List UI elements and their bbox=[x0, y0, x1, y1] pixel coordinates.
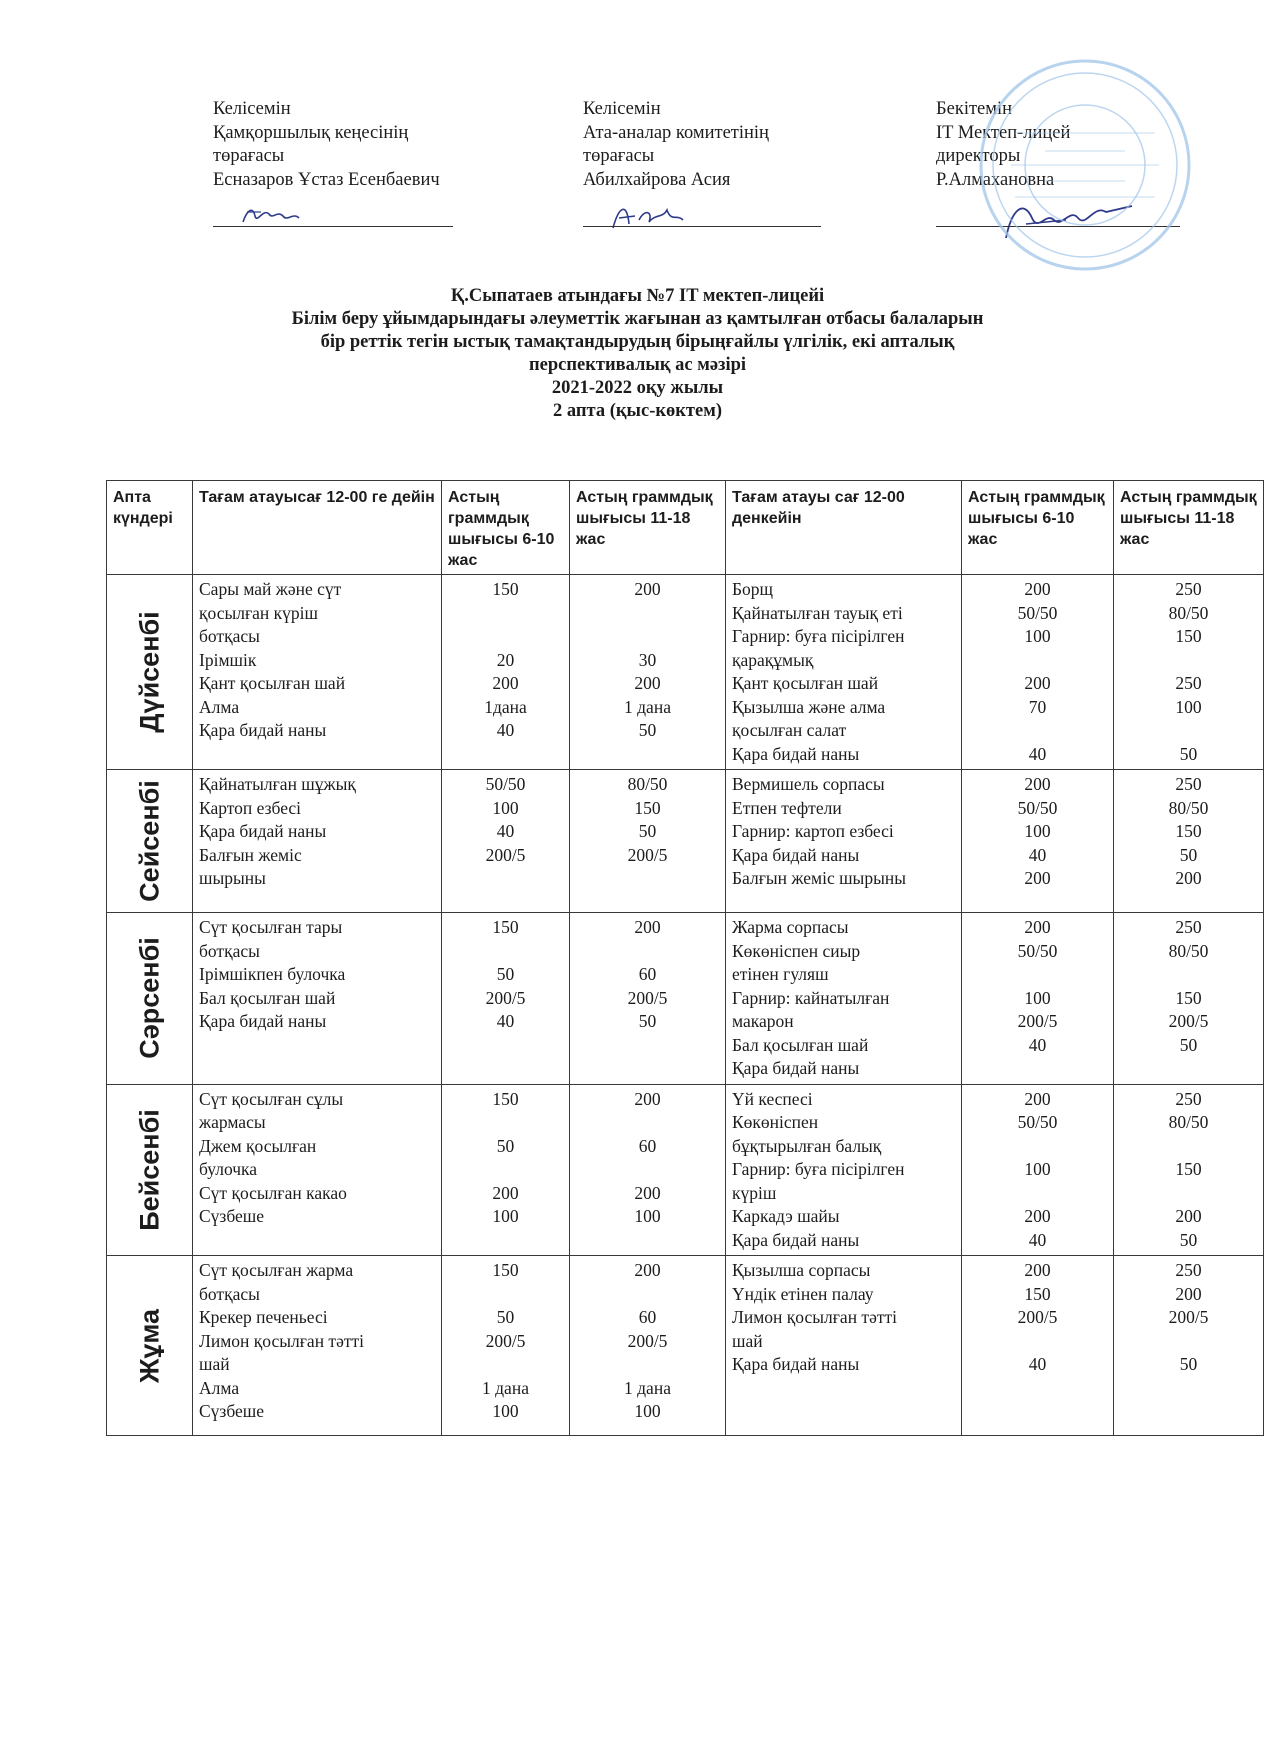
dish-line: Ірімшікпен булочка bbox=[199, 964, 346, 984]
dish-line: Сүзбеше bbox=[199, 1401, 265, 1421]
approval-line: Ата-аналар комитетінің bbox=[583, 122, 769, 143]
dish-line: Қара бидай наны bbox=[199, 1011, 327, 1031]
approval-line: Бекітемін bbox=[936, 99, 1013, 119]
dish-line: жармасы bbox=[199, 1112, 266, 1132]
dish-line: Үй кеспесі bbox=[732, 1088, 813, 1109]
weight-value: 150 bbox=[1175, 1159, 1202, 1179]
weight-value: 150 bbox=[492, 1088, 519, 1109]
weight-value: 200/5 bbox=[627, 987, 668, 1008]
dish-line: Қант қосылған шай bbox=[732, 673, 879, 693]
approval-line: төрағасы bbox=[213, 146, 285, 166]
morning-dish-cell bbox=[193, 575, 442, 770]
weekday-label: Жұма bbox=[133, 1308, 164, 1383]
dish-line: Қара бидай наны bbox=[732, 1229, 860, 1250]
table-row bbox=[107, 1084, 1264, 1256]
dish-line: Қара бидай наны bbox=[199, 821, 327, 841]
dish-line: Картоп езбесі bbox=[199, 797, 302, 818]
lunch-dish-cell bbox=[726, 1256, 962, 1436]
dish-line: қосылған күріш bbox=[199, 602, 318, 623]
dish-line: Балғын жеміс bbox=[199, 844, 302, 865]
title-line: Білім беру ұйымдарындағы әлеуметтік жағынан аз қамтылған отбасы балаларын bbox=[291, 309, 984, 329]
lunch-dish-cell bbox=[726, 770, 962, 913]
weight-value: 100 bbox=[1024, 821, 1051, 841]
weight-value bbox=[448, 625, 563, 649]
weight-value: 200/5 bbox=[1168, 1307, 1209, 1327]
lunch-weight-11-18-cell bbox=[1114, 913, 1264, 1085]
dish-line: Джем қосылған bbox=[199, 1135, 317, 1156]
dish-line: ботқасы bbox=[199, 1283, 260, 1304]
weight-value: 100 bbox=[634, 1401, 661, 1421]
dish-line: Сүт қосылған какао bbox=[199, 1182, 347, 1203]
weight-value: 200/5 bbox=[627, 844, 668, 865]
weight-value: 200 bbox=[634, 917, 661, 937]
dish-line: Лимон қосылған тәтті bbox=[199, 1330, 365, 1351]
header-morning-6-10: Астың граммдық шығысы 6-10 жас bbox=[442, 481, 570, 575]
weight-value: 1дана bbox=[484, 696, 527, 717]
dish-line: Лимон қосылған тәтті bbox=[732, 1307, 898, 1327]
weight-value: 200 bbox=[1024, 579, 1051, 599]
dish-line: шырыны bbox=[199, 868, 266, 888]
weight-value: 200 bbox=[634, 579, 661, 599]
weight-value: 200 bbox=[1175, 868, 1202, 888]
header-morning-11-18: Астың граммдық шығысы 11-18 жас bbox=[570, 481, 726, 575]
dish-line: Сүзбеше bbox=[199, 1206, 265, 1226]
lunch-weight-11-18-cell bbox=[1114, 1256, 1264, 1436]
dish-line: Бал қосылған шай bbox=[199, 987, 336, 1008]
weight-value bbox=[448, 1111, 563, 1135]
weight-value: 100 bbox=[492, 1206, 519, 1226]
dish-line: Қайнатылған тауық еті bbox=[732, 602, 903, 623]
weekday-cell bbox=[107, 770, 193, 913]
weight-value: 60 bbox=[638, 964, 657, 984]
approval-line: Келісемін bbox=[583, 99, 661, 119]
weight-value bbox=[576, 1158, 719, 1182]
weight-value: 150 bbox=[492, 1260, 519, 1280]
weight-value: 40 bbox=[1028, 1034, 1047, 1055]
weight-value bbox=[1120, 649, 1257, 673]
weight-value bbox=[448, 1158, 563, 1182]
weight-value bbox=[968, 719, 1107, 743]
weight-value: 200 bbox=[634, 1182, 661, 1203]
dish-line: күріш bbox=[732, 1182, 777, 1203]
weekday-cell bbox=[107, 1256, 193, 1436]
weight-value: 40 bbox=[496, 821, 515, 841]
dish-line: Ірімшік bbox=[199, 649, 257, 670]
weight-value: 250 bbox=[1175, 917, 1202, 937]
weight-value bbox=[968, 1330, 1107, 1354]
weight-value bbox=[968, 1135, 1107, 1159]
dish-line: Көкөніспен bbox=[732, 1112, 819, 1132]
weekday-label: Сәрсенбі bbox=[133, 937, 164, 1060]
dish-line: Балғын жеміс шырыны bbox=[732, 868, 906, 888]
dish-line: Үндік етінен палау bbox=[732, 1283, 874, 1304]
weight-value: 150 bbox=[492, 917, 519, 937]
signature-image bbox=[583, 198, 713, 234]
weight-value: 50/50 bbox=[485, 774, 526, 794]
dish-line: Қара бидай наны bbox=[732, 1354, 860, 1374]
morning-weight-11-18-cell bbox=[570, 770, 726, 913]
morning-weight-6-10-cell bbox=[442, 1084, 570, 1256]
lunch-dish-cell bbox=[726, 913, 962, 1085]
signature-line bbox=[213, 226, 453, 227]
weight-value: 40 bbox=[496, 1011, 515, 1031]
title-line: 2021-2022 оқу жылы bbox=[551, 378, 724, 398]
lunch-weight-6-10-cell bbox=[962, 1084, 1114, 1256]
dish-line: ботқасы bbox=[199, 940, 260, 961]
dish-line: Алма bbox=[199, 696, 240, 717]
weight-value bbox=[576, 625, 719, 649]
dish-line: қарақұмық bbox=[732, 649, 814, 670]
morning-weight-6-10-cell bbox=[442, 575, 570, 770]
dish-line: Сүт қосылған жарма bbox=[199, 1260, 354, 1280]
weight-value: 50/50 bbox=[1017, 797, 1058, 818]
dish-line: Сүт қосылған сұлы bbox=[199, 1088, 344, 1109]
weight-value bbox=[576, 940, 719, 964]
menu-table bbox=[106, 480, 1264, 1436]
weight-value: 50/50 bbox=[1017, 940, 1058, 961]
weight-value: 250 bbox=[1175, 673, 1202, 693]
dish-line: Қара бидай наны bbox=[732, 1058, 860, 1078]
weight-value: 60 bbox=[638, 1307, 657, 1327]
weight-value: 200 bbox=[634, 1088, 661, 1109]
lunch-weight-11-18-cell bbox=[1114, 1084, 1264, 1256]
weight-value: 200 bbox=[1024, 1206, 1051, 1226]
weight-value: 150 bbox=[1175, 821, 1202, 841]
weight-value: 200/5 bbox=[485, 844, 526, 865]
morning-weight-11-18-cell bbox=[570, 913, 726, 1085]
header-lunch-dish: Тағам атауы сағ 12-00 денкейін bbox=[726, 481, 962, 575]
weight-value: 200 bbox=[492, 673, 519, 693]
weekday-label: Сейсенбі bbox=[133, 780, 164, 902]
signature-line bbox=[583, 226, 821, 227]
weight-value: 50 bbox=[1179, 1354, 1198, 1374]
weekday-label: Дүйсенбі bbox=[133, 611, 164, 733]
morning-weight-6-10-cell bbox=[442, 770, 570, 913]
weekday-cell bbox=[107, 575, 193, 770]
dish-line: булочка bbox=[199, 1159, 258, 1179]
dish-line: Етпен тефтели bbox=[732, 797, 842, 818]
weight-value: 50/50 bbox=[1017, 1112, 1058, 1132]
weight-value: 50 bbox=[638, 720, 657, 740]
weight-value: 200 bbox=[1024, 917, 1051, 937]
dish-line: шай bbox=[732, 1330, 763, 1351]
weight-value: 250 bbox=[1175, 1260, 1202, 1280]
weight-value: 150 bbox=[1175, 987, 1202, 1008]
weight-value: 200 bbox=[1024, 868, 1051, 888]
weight-value: 150 bbox=[1175, 626, 1202, 646]
header-morning-dish: Тағам атауысағ 12-00 ге дейін bbox=[193, 481, 442, 575]
lunch-weight-11-18-cell bbox=[1114, 770, 1264, 913]
weekday-cell bbox=[107, 913, 193, 1085]
dish-line: ботқасы bbox=[199, 626, 260, 646]
stamp-seal bbox=[975, 55, 1195, 275]
dish-line: Вермишель сорпасы bbox=[732, 774, 885, 794]
weight-value: 200 bbox=[492, 1182, 519, 1203]
weight-value: 20 bbox=[496, 649, 515, 670]
weight-value: 50/50 bbox=[1017, 602, 1058, 623]
weight-value: 250 bbox=[1175, 579, 1202, 599]
weight-value bbox=[968, 963, 1107, 987]
weekday-label: Бейсенбі bbox=[133, 1108, 164, 1231]
weight-value bbox=[448, 1353, 563, 1377]
dish-line: Гарнир: буға пісірілген bbox=[732, 626, 905, 646]
weight-value: 200/5 bbox=[1168, 1011, 1209, 1031]
dish-line: Қызылша және алма bbox=[732, 696, 886, 717]
weight-value: 200 bbox=[1024, 1088, 1051, 1109]
dish-line: Гарнир: буға пісірілген bbox=[732, 1159, 905, 1179]
weight-value: 50 bbox=[496, 1135, 515, 1156]
weight-value bbox=[968, 1182, 1107, 1206]
weight-value bbox=[1120, 719, 1257, 743]
weight-value bbox=[1120, 1182, 1257, 1206]
lunch-dish-cell bbox=[726, 1084, 962, 1256]
weight-value: 200/5 bbox=[1017, 1011, 1058, 1031]
weight-value: 200 bbox=[634, 1260, 661, 1280]
dish-line: бұқтырылған балық bbox=[732, 1135, 882, 1156]
weight-value: 200 bbox=[1024, 774, 1051, 794]
weight-value bbox=[576, 1353, 719, 1377]
dish-line: Сүт қосылған тары bbox=[199, 917, 343, 937]
document-title bbox=[0, 285, 1275, 423]
approval-parents-council bbox=[213, 98, 440, 192]
weight-value: 40 bbox=[496, 720, 515, 740]
weight-value: 1 дана bbox=[482, 1377, 529, 1398]
morning-weight-6-10-cell bbox=[442, 913, 570, 1085]
approval-line: директоры bbox=[936, 146, 1021, 166]
weight-value bbox=[968, 649, 1107, 673]
weight-value: 250 bbox=[1175, 774, 1202, 794]
weight-value: 50 bbox=[496, 964, 515, 984]
lunch-weight-6-10-cell bbox=[962, 575, 1114, 770]
weight-value: 100 bbox=[492, 797, 519, 818]
weight-value: 60 bbox=[638, 1135, 657, 1156]
morning-dish-cell bbox=[193, 913, 442, 1085]
morning-weight-6-10-cell bbox=[442, 1256, 570, 1436]
title-line: перспективалық ас мәзірі bbox=[528, 355, 747, 375]
weight-value bbox=[1120, 1330, 1257, 1354]
weight-value: 100 bbox=[492, 1401, 519, 1421]
dish-line: Бал қосылған шай bbox=[732, 1034, 869, 1055]
dish-line: Жарма сорпасы bbox=[732, 917, 849, 937]
header-weekday: Апта күндері bbox=[107, 481, 193, 575]
weight-value: 40 bbox=[1028, 844, 1047, 865]
weight-value: 200/5 bbox=[1017, 1307, 1058, 1327]
weight-value: 50 bbox=[1179, 1229, 1198, 1250]
weight-value: 200/5 bbox=[627, 1330, 668, 1351]
weight-value: 200 bbox=[1024, 1260, 1051, 1280]
weight-value: 80/50 bbox=[1168, 940, 1209, 961]
weight-value: 50 bbox=[496, 1307, 515, 1327]
weight-value: 80/50 bbox=[1168, 797, 1209, 818]
title-line: 2 апта (қыс-көктем) bbox=[553, 401, 722, 421]
weight-value: 50 bbox=[638, 821, 657, 841]
dish-line: Қайнатылған шұжық bbox=[199, 774, 356, 794]
dish-line: Борщ bbox=[732, 579, 774, 599]
weight-value: 250 bbox=[1175, 1088, 1202, 1109]
approval-line: Келісемін bbox=[213, 99, 291, 119]
approval-line: IT Мектеп-лицей bbox=[936, 122, 1071, 143]
morning-dish-cell bbox=[193, 1256, 442, 1436]
lunch-dish-cell bbox=[726, 575, 962, 770]
approval-parents-committee bbox=[583, 98, 769, 192]
weight-value: 100 bbox=[1024, 1159, 1051, 1179]
weight-value: 200/5 bbox=[485, 987, 526, 1008]
dish-line: Қызылша сорпасы bbox=[732, 1260, 871, 1280]
dish-line: Каркадэ шайы bbox=[732, 1206, 840, 1226]
dish-line: Сары май және сүт bbox=[199, 579, 342, 599]
weight-value: 1 дана bbox=[624, 696, 671, 717]
weight-value: 150 bbox=[634, 797, 661, 818]
weight-value bbox=[448, 940, 563, 964]
lunch-weight-6-10-cell bbox=[962, 1256, 1114, 1436]
lunch-weight-6-10-cell bbox=[962, 913, 1114, 1085]
table-row bbox=[107, 1256, 1264, 1436]
weight-value: 200 bbox=[1175, 1206, 1202, 1226]
weight-value bbox=[448, 602, 563, 626]
dish-line: Қант қосылған шай bbox=[199, 673, 346, 693]
approval-line: төрағасы bbox=[583, 146, 655, 166]
morning-weight-11-18-cell bbox=[570, 1256, 726, 1436]
morning-weight-11-18-cell bbox=[570, 1084, 726, 1256]
dish-line: Гарнир: картоп езбесі bbox=[732, 821, 894, 841]
approval-line: Абилхайрова Асия bbox=[583, 169, 731, 190]
weight-value: 80/50 bbox=[1168, 1112, 1209, 1132]
weight-value: 100 bbox=[1024, 987, 1051, 1008]
morning-dish-cell bbox=[193, 770, 442, 913]
weight-value: 80/50 bbox=[1168, 602, 1209, 623]
weight-value: 80/50 bbox=[627, 774, 668, 794]
title-line: Қ.Сыпатаев атындағы №7 IT мектеп-лицейі bbox=[450, 286, 825, 306]
weight-value bbox=[1120, 1135, 1257, 1159]
dish-line: Алма bbox=[199, 1377, 240, 1398]
dish-line: Крекер печеньесі bbox=[199, 1307, 328, 1327]
weight-value: 200 bbox=[634, 673, 661, 693]
morning-weight-11-18-cell bbox=[570, 575, 726, 770]
weight-value bbox=[576, 1111, 719, 1135]
dish-line: етінен гуляш bbox=[732, 964, 829, 984]
weight-value: 50 bbox=[1179, 1034, 1198, 1055]
weight-value: 200/5 bbox=[485, 1330, 526, 1351]
table-header-row bbox=[107, 481, 1264, 575]
table-row bbox=[107, 770, 1264, 913]
dish-line: Гарнир: кайнатылған bbox=[732, 987, 890, 1008]
weight-value: 40 bbox=[1028, 743, 1047, 764]
dish-line: макарон bbox=[732, 1011, 794, 1031]
weight-value bbox=[576, 1283, 719, 1307]
dish-line: шай bbox=[199, 1354, 230, 1374]
dish-line: қосылған салат bbox=[732, 720, 847, 740]
weight-value: 200 bbox=[1175, 1283, 1202, 1304]
approval-line: Қамқоршылық кеңесінің bbox=[213, 122, 409, 143]
table-row bbox=[107, 913, 1264, 1085]
weight-value: 30 bbox=[638, 649, 657, 670]
weekday-cell bbox=[107, 1084, 193, 1256]
weight-value: 100 bbox=[1175, 696, 1202, 717]
dish-line: Қара бидай наны bbox=[732, 844, 860, 865]
table-row bbox=[107, 575, 1264, 770]
weight-value: 70 bbox=[1028, 696, 1047, 717]
dish-line: Көкөніспен сиыр bbox=[732, 940, 861, 961]
weight-value: 150 bbox=[492, 579, 519, 599]
weight-value: 50 bbox=[638, 1011, 657, 1031]
weight-value: 50 bbox=[1179, 844, 1198, 865]
title-line: бір реттік тегін ыстық тамақтандырудың бірыңғайлы үлгілік, екі апталық bbox=[320, 332, 955, 352]
dish-line: Қара бидай наны bbox=[732, 743, 860, 764]
weight-value: 40 bbox=[1028, 1229, 1047, 1250]
lunch-weight-11-18-cell bbox=[1114, 575, 1264, 770]
dish-line: Қара бидай наны bbox=[199, 720, 327, 740]
approval-line: Р.Алмахановна bbox=[936, 169, 1055, 190]
morning-dish-cell bbox=[193, 1084, 442, 1256]
weight-value: 100 bbox=[1024, 626, 1051, 646]
header-lunch-11-18: Астың граммдық шығысы 11-18 жас bbox=[1114, 481, 1264, 575]
header-lunch-6-10: Астың граммдық шығысы 6-10 жас bbox=[962, 481, 1114, 575]
weight-value: 40 bbox=[1028, 1354, 1047, 1374]
weight-value: 150 bbox=[1024, 1283, 1051, 1304]
weight-value bbox=[448, 1283, 563, 1307]
weight-value bbox=[1120, 963, 1257, 987]
lunch-weight-6-10-cell bbox=[962, 770, 1114, 913]
approval-line: Есназаров Ұстаз Есенбаевич bbox=[213, 169, 440, 190]
weight-value bbox=[576, 602, 719, 626]
weight-value: 1 дана bbox=[624, 1377, 671, 1398]
weight-value: 100 bbox=[634, 1206, 661, 1226]
weight-value: 50 bbox=[1179, 743, 1198, 764]
weight-value: 200 bbox=[1024, 673, 1051, 693]
